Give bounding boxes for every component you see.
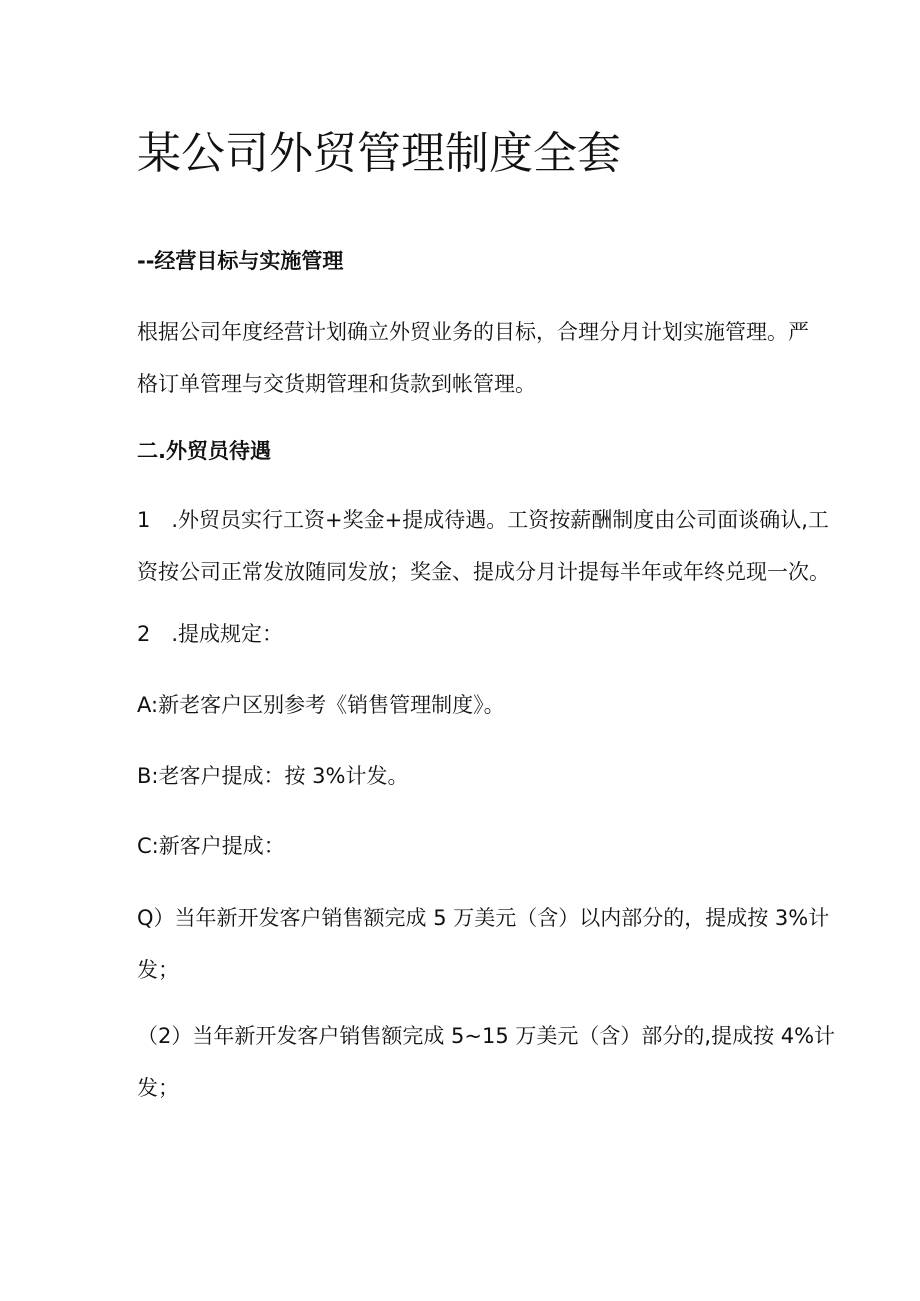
paragraph-salary-structure — [137, 494, 830, 598]
paragraph-line: 格订单管理与交货期管理和货款到帐管理。 — [137, 372, 536, 396]
paragraph-business-goals — [137, 306, 809, 410]
paragraph-line: （2）当年新开发客户销售额完成 5~15 万美元（含）部分的,提成按 4%计 — [137, 1024, 836, 1048]
paragraph-line: Q）当年新开发客户销售额完成 5 万美元（含）以内部分的，提成按 3%计 — [137, 906, 830, 930]
paragraph-line: 资按公司正常发放随同发放；奖金、提成分月计提每半年或年终兑现一次。 — [137, 560, 830, 584]
rule-b: B:老客户提成：按 3%计发。 — [137, 764, 409, 788]
paragraph-line: 发； — [137, 1076, 179, 1100]
document-title: 某公司外贸管理制度全套 — [137, 128, 621, 179]
paragraph-line: 发； — [137, 958, 179, 982]
rule-a: A:新老客户区别参考《销售管理制度》。 — [137, 693, 505, 717]
paragraph-line: 1 .外贸员实行工资+奖金+提成待遇。工资按薪酬制度由公司面谈确认,工 — [137, 508, 829, 532]
new-client-tier-2 — [137, 1010, 836, 1114]
new-client-tier-1 — [137, 892, 830, 996]
section-heading-business-goals: --经营目标与实施管理 — [137, 249, 344, 273]
commission-rules-heading: 2 .提成规定： — [137, 622, 284, 646]
section-heading-staff-benefits: 二.外贸员待遇 — [137, 439, 271, 463]
paragraph-line: 根据公司年度经营计划确立外贸业务的目标，合理分月计划实施管理。严 — [137, 320, 809, 344]
rule-c: C:新客户提成： — [137, 834, 285, 858]
